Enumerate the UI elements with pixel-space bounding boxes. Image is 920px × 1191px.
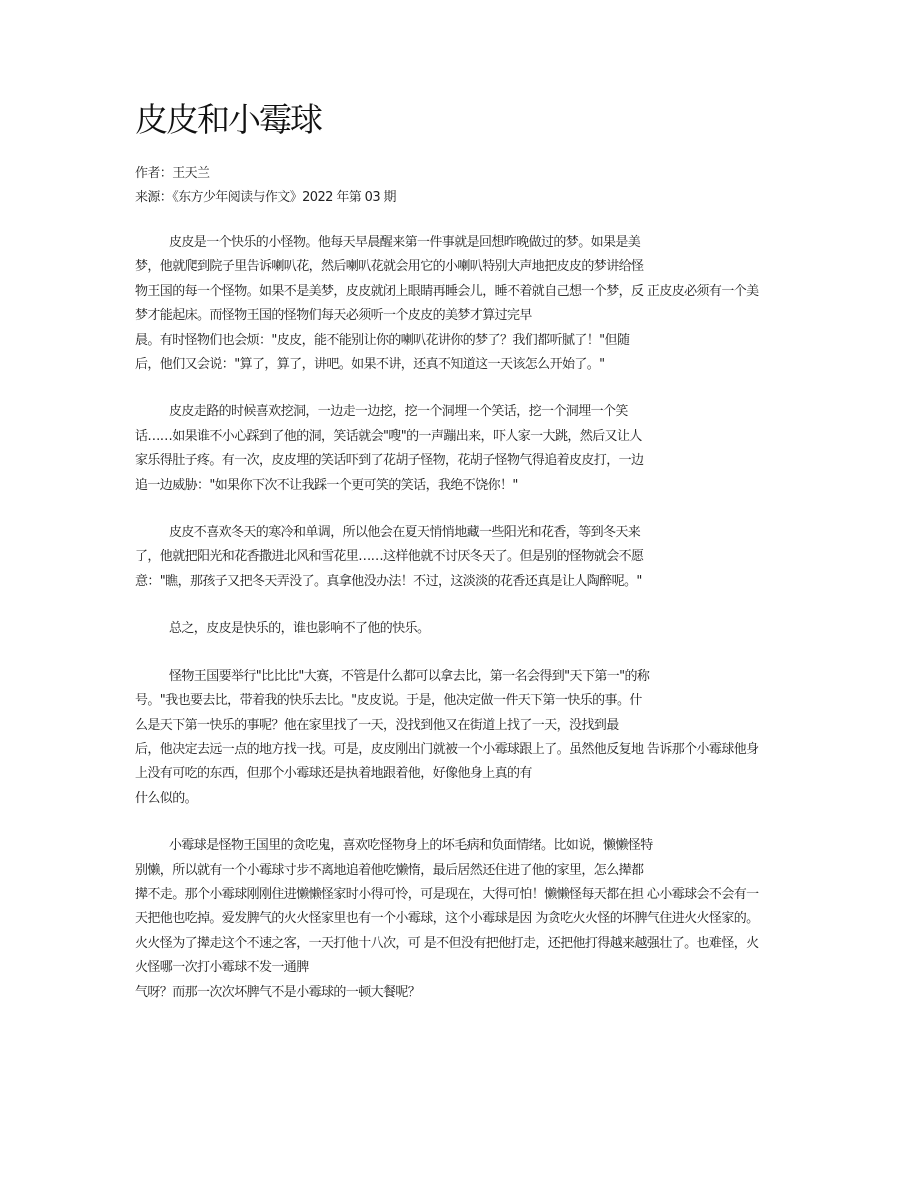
source-line: 来源：《东方少年阅读与作文》2022 年第 03 期 — [135, 190, 396, 205]
paragraph-line: 话……如果谁不小心踩到了他的洞，笑话就会"嗖"的一声蹦出来，吓人家一大跳，然后又让人 — [135, 428, 642, 444]
paragraph-line: 皮皮是一个快乐的小怪物。他每天早晨醒来第一件事就是回想昨晚做过的梦。如果是美 — [169, 235, 641, 250]
paragraph-line: 物王国的每一个怪物。如果不是美梦，皮皮就闭上眼睛再睡会儿，睡不着就自己想一个梦，反 正皮皮必须有一个美 — [135, 283, 759, 299]
paragraph — [135, 400, 787, 498]
paragraph-line: 梦才能起床。而怪物王国的怪物们每天必须听一个皮皮的美梦才算过完早 — [135, 308, 532, 324]
paragraph-line: 了，他就把阳光和花香撒进北风和雪花里……这样他就不讨厌冬天了。但是别的怪物就会不愿 — [135, 549, 644, 565]
paragraph-line: 小霉球是怪物王国里的贪吃鬼，喜欢吃怪物身上的坏毛病和负面情绪。比如说，懒懒怪特 — [169, 838, 653, 854]
paragraph-line: 天把他也吃掉。爱发脾气的火火怪家里也有一个小霉球，这个小霉球是因 为贪吃火火怪的坏脾气住进火火怪家的。 — [135, 911, 759, 927]
paragraph-line: 火怪哪一次打小霉球不发一通脾 — [135, 960, 309, 976]
paragraph-line: 号。"我也要去比，带着我的快乐去比。"皮皮说。于是，他决定做一件天下第一快乐的事。什 — [135, 693, 642, 709]
paragraph-line: 上没有可吃的东西，但那个小霉球还是执着地跟着他，好像他身上真的有 — [135, 766, 532, 782]
paragraph-line: 怪物王国要举行"比比比"大赛，不管是什么都可以拿去比，第一名会得到"天下第一"的称 — [169, 668, 650, 684]
paragraph-line: 后，他们又会说："算了，算了，讲吧。如果不讲，还真不知道这一天该怎么开始了。" — [135, 357, 605, 373]
paragraph-line: 什么似的。 — [135, 790, 198, 806]
paragraph-line: 皮皮走路的时候喜欢挖洞，一边走一边挖，挖一个洞埋一个笑话，挖一个洞埋一个笑 — [169, 404, 628, 420]
paragraph-line: 撵不走。那个小霉球刚刚住进懒懒怪家时小得可怜，可是现在，大得可怕！懒懒怪每天都在担 心小霉球会不会有一 — [135, 886, 759, 902]
paragraph-line: 晨。有时怪物们也会烦："皮皮，能不能别让你的喇叭花讲你的梦了？我们都听腻了！"但随 — [135, 332, 630, 348]
paragraph-line: 气呀？而那一次次坏脾气不是小霉球的一顿大餐呢？ — [135, 984, 421, 1000]
paragraph-line: 家乐得肚子疼。有一次，皮皮埋的笑话吓到了花胡子怪物，花胡子怪物气得追着皮皮打，一边 — [135, 453, 644, 469]
paragraph — [135, 617, 787, 641]
article-title: 皮皮和小霉球 — [135, 100, 321, 139]
paragraph-line: 追一边威胁："如果你下次不让我踩一个更可笑的笑话，我绝不饶你！" — [135, 477, 518, 493]
paragraph-line: 总之，皮皮是快乐的，谁也影响不了他的快乐。 — [169, 621, 430, 637]
paragraph — [135, 521, 787, 594]
article-meta — [135, 162, 396, 210]
paragraph — [135, 665, 787, 811]
author-line: 作者：王天兰 — [135, 166, 210, 181]
paragraph-line: 意："瞧，那孩子又把冬天弄没了。真拿他没办法！不过，这淡淡的花香还真是让人陶醉呢。" — [135, 573, 642, 589]
paragraph — [135, 834, 787, 1005]
article-body — [135, 231, 787, 1028]
paragraph-line: 么是天下第一快乐的事呢？他在家里找了一天，没找到他又在街道上找了一天，没找到最 — [135, 717, 619, 733]
paragraph-line: 火火怪为了撵走这个不速之客，一天打他十八次，可 是不但没有把他打走，还把他打得越来越强壮了。也难怪，火 — [135, 935, 759, 951]
paragraph — [135, 231, 787, 377]
paragraph-line: 后，他决定去远一点的地方找一找。可是，皮皮刚出门就被一个小霉球跟上了。虽然他反复地 告诉那个小霉球他身 — [135, 741, 759, 757]
paragraph-line: 皮皮不喜欢冬天的寒冷和单调，所以他会在夏天悄悄地藏一些阳光和花香，等到冬天来 — [169, 525, 641, 541]
paragraph-line: 梦，他就爬到院子里告诉喇叭花，然后喇叭花就会用它的小喇叭特别大声地把皮皮的梦讲给怪 — [135, 259, 644, 275]
paragraph-line: 别懒，所以就有一个小霉球寸步不离地追着他吃懒惰，最后居然还住进了他的家里，怎么撵都 — [135, 862, 644, 878]
